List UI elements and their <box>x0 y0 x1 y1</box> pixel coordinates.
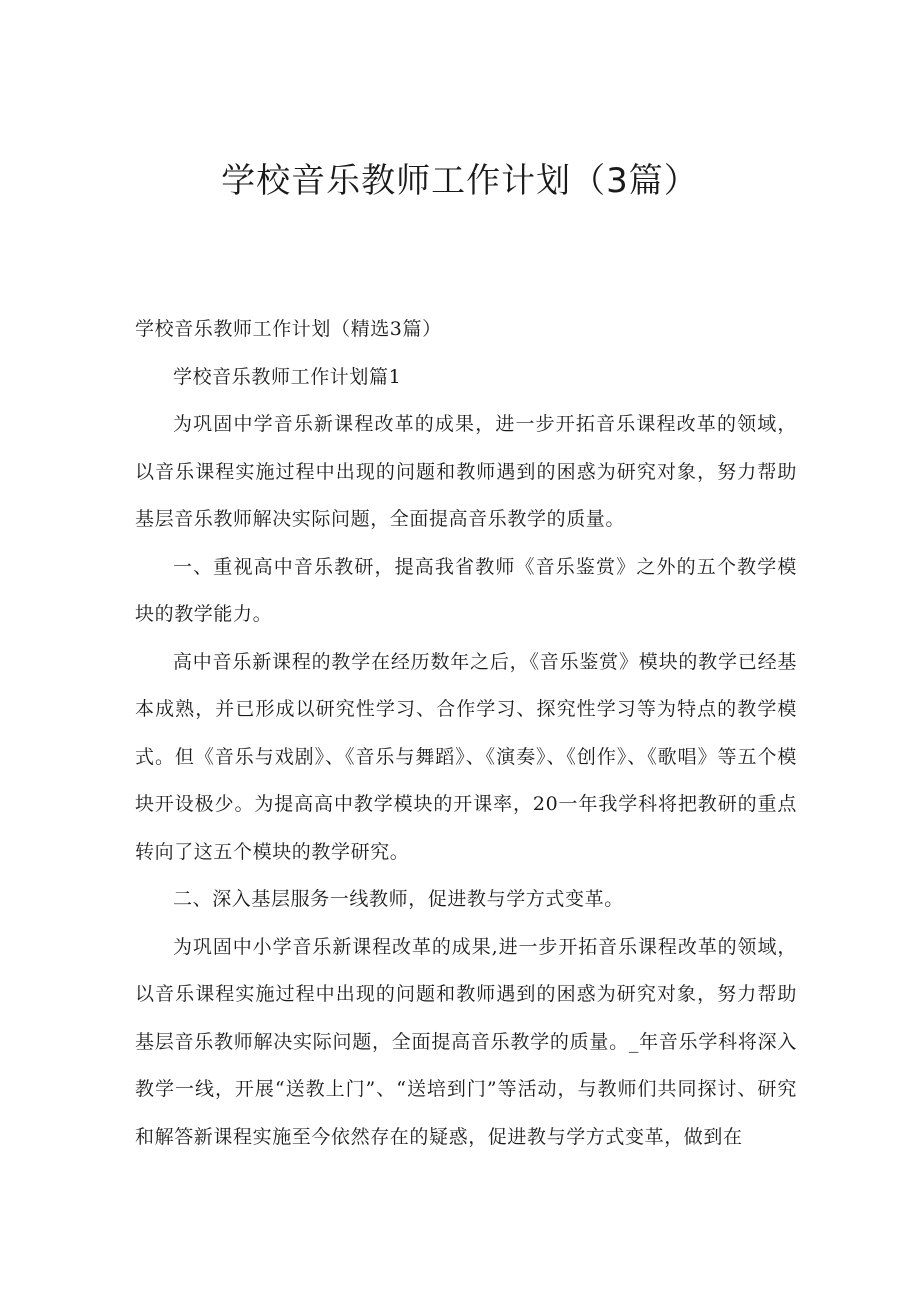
paragraph-1: 为巩固中学音乐新课程改革的成果，进一步开拓音乐课程改革的领域，以音乐课程实施过程中出现的问题和教师遇到的困惑为研究对象，努力帮助基层音乐教师解决实际问题，全面提高音乐教学的质量。 <box>135 413 797 530</box>
document-body <box>135 306 797 1161</box>
paragraph-5: 为巩固中小学音乐新课程改革的成果,进一步开拓音乐课程改革的领域，以音乐课程实施过程中出现的问题和教师遇到的困惑为研究对象，努力帮助基层音乐教师解决实际问题，全面提高音乐教学的质量。_年音乐学科将深入教学一线，开展“送教上门”、“送培到门”等活动，与教师们共同探讨、研究和解答新课程实施至今依然存在的疑惑，促进教与学方式变革，做到在 <box>135 935 797 1148</box>
paragraph-4: 二、深入基层服务一线教师，促进教与学方式变革。 <box>173 888 624 910</box>
section-heading: 学校音乐教师工作计划篇1 <box>173 365 402 388</box>
subtitle: 学校音乐教师工作计划（精选3篇） <box>135 318 442 340</box>
paragraph-2: 一、重视高中音乐教研，提高我省教师《音乐鉴赏》之外的五个教学模块的教学能力。 <box>135 555 797 625</box>
paragraph-3: 高中音乐新课程的教学在经历数年之后，《音乐鉴赏》模块的教学已经基本成熟，并已形成以研究性学习、合作学习、探究性学习等为特点的教学模式。但《音乐与戏剧》、《音乐与舞蹈》、《演奏》、《创作》、《歌唱》等五个模块开设极少。为提高高中教学模块的开课率，20一年我学科将把教研的重点转向了这五个模块的教学研究。 <box>135 650 797 863</box>
document-title: 学校音乐教师工作计划（3篇） <box>221 161 699 201</box>
